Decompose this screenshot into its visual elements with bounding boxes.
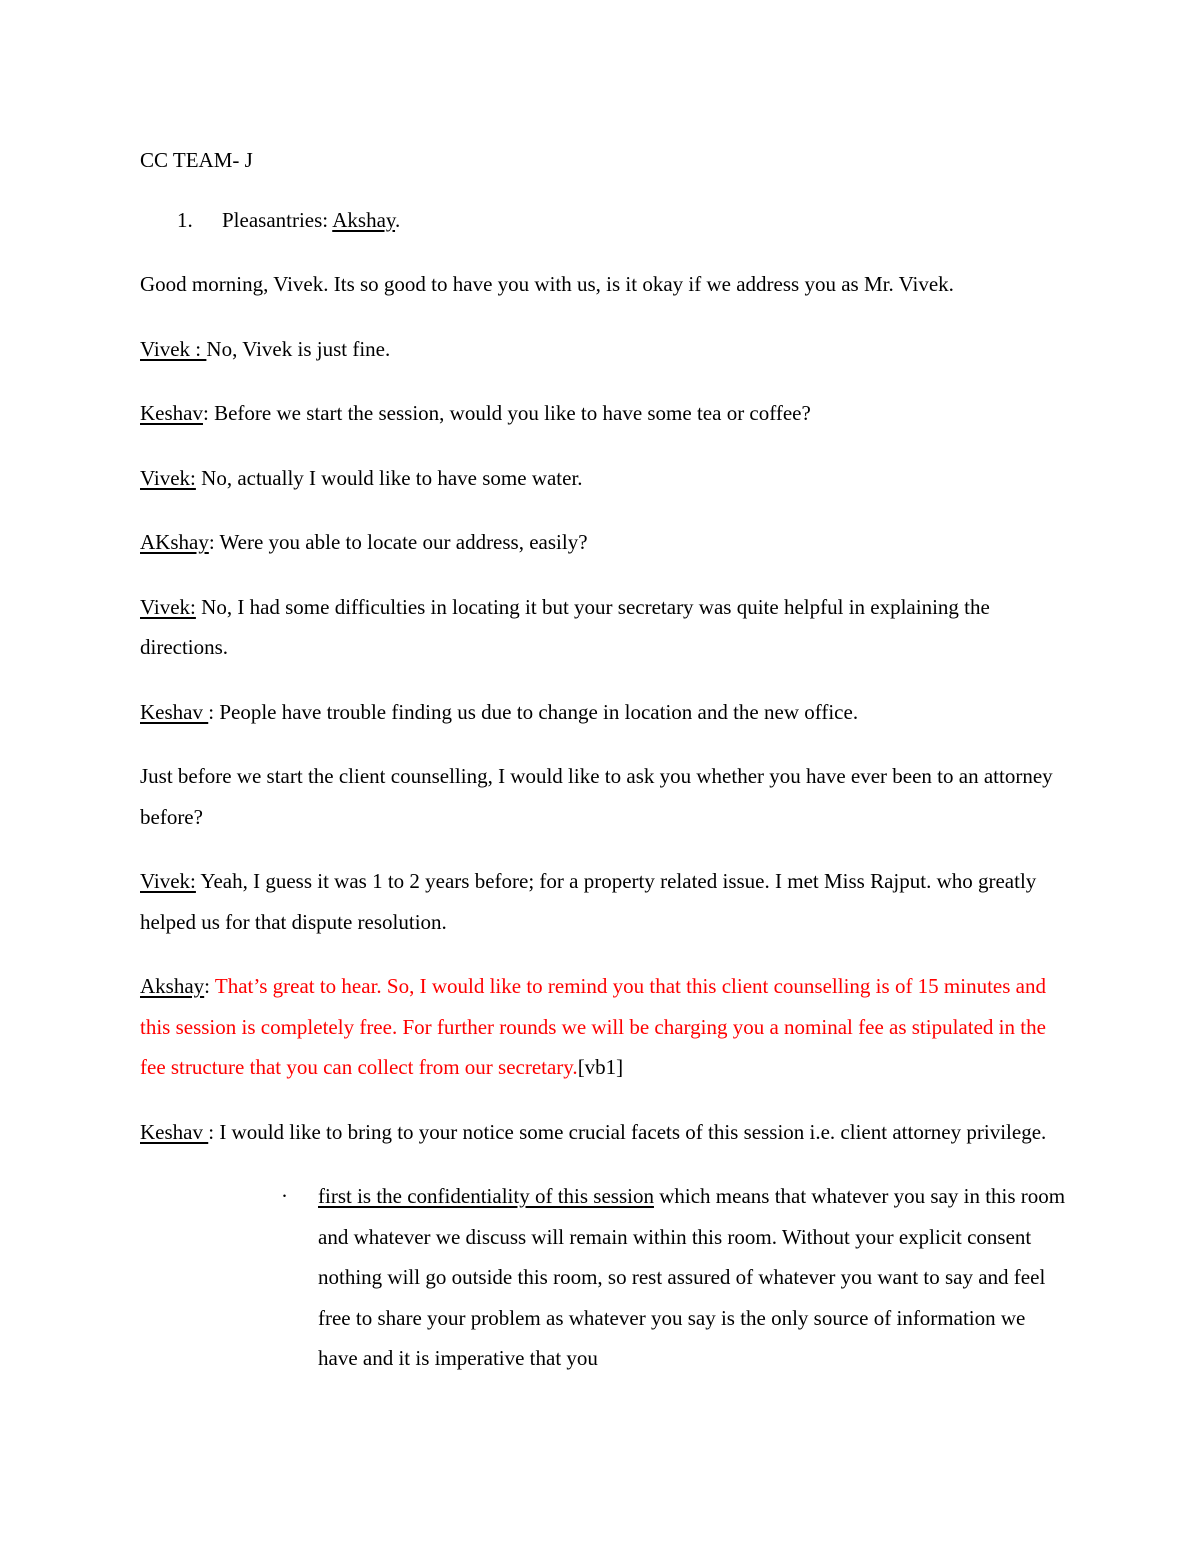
bullet-underlined-phrase: first is the confidentiality of this session bbox=[318, 1184, 654, 1208]
paragraph-vivek-water bbox=[140, 458, 1070, 499]
paragraph-text: : People have trouble finding us due to change in location and the new office. bbox=[208, 699, 859, 724]
paragraph-text: No, actually I would like to have some water. bbox=[195, 465, 583, 490]
paragraph-text: Just before we start the client counselling, I would like to ask you whether you have ever been to an attorney before? bbox=[140, 764, 1053, 829]
bullet-text: which means that whatever you say in this room and whatever we discuss will remain within this room. Without your explicit consent nothing will go outside this room, so rest assured of whatever you want to say and feel free to share your problem as whatever you say is the only source of information we have and it is imperative that you bbox=[318, 1184, 1066, 1370]
section-label: Pleasantries: bbox=[222, 207, 333, 232]
paragraph-vivek-reply bbox=[140, 329, 1070, 370]
speaker-name: Vivek: bbox=[140, 869, 196, 893]
speaker-name: AKshay bbox=[140, 530, 209, 554]
paragraph-text: : Were you able to locate our address, easily? bbox=[208, 530, 588, 554]
section-speaker: Akshay bbox=[332, 207, 396, 232]
section-number: 1. bbox=[177, 207, 193, 232]
paragraph-keshav-tea bbox=[140, 393, 1070, 434]
bullet-item-confidentiality bbox=[318, 1176, 1068, 1379]
speaker-colon: : bbox=[204, 974, 215, 998]
speaker-name: Akshay bbox=[140, 974, 205, 998]
section-end: . bbox=[395, 207, 401, 232]
bullet-list bbox=[281, 1176, 1070, 1379]
section-heading-text bbox=[222, 200, 400, 241]
paragraph-vivek-directions bbox=[140, 587, 1070, 668]
paragraph-text: : Before we start the session, would you like to have some tea or coffee? bbox=[202, 401, 811, 425]
comment-reference[interactable]: [vb1] bbox=[577, 1055, 624, 1079]
paragraph-vivek-property bbox=[140, 861, 1070, 942]
paragraph-keshav-location bbox=[140, 692, 1070, 733]
paragraph-akshay-fees bbox=[140, 966, 1070, 1088]
paragraph-attorney-question bbox=[140, 756, 1070, 837]
document-body bbox=[140, 140, 1070, 1379]
paragraph-text: No, I had some difficulties in locating it but your secretary was quite helpful in explaining the directions. bbox=[140, 594, 990, 659]
speaker-name: Vivek : bbox=[140, 336, 207, 361]
paragraph-text: No, Vivek is just fine. bbox=[206, 336, 391, 361]
paragraph-greeting bbox=[140, 264, 1070, 305]
paragraph-text: : I would like to bring to your notice some crucial facets of this session i.e. client attorney privilege. bbox=[208, 1119, 1047, 1144]
speaker-name: Keshav bbox=[140, 699, 209, 724]
speaker-name: Vivek: bbox=[140, 465, 196, 490]
paragraph-text: Yeah, I guess it was 1 to 2 years before; for a property related issue. I met Miss Rajput. who greatly helped us for that dispute resolution. bbox=[140, 869, 1037, 934]
document-title: CC TEAM- J bbox=[140, 148, 253, 172]
speaker-name: Keshav bbox=[140, 401, 203, 425]
speaker-name: Keshav bbox=[140, 1119, 209, 1144]
highlighted-text: That’s great to hear. So, I would like to remind you that this client counselling is of 15 minutes and this session is completely free. For further rounds we will be charging you a nominal fee as stipulated in the fee structure that you can collect from our secretary. bbox=[140, 974, 1047, 1079]
paragraph-text: Good morning, Vivek. Its so good to have you with us, is it okay if we address you as Mr. Vivek. bbox=[140, 272, 954, 296]
paragraph-akshay-address bbox=[140, 522, 1070, 563]
paragraph-keshav-privilege bbox=[140, 1112, 1070, 1153]
bullet-icon: · bbox=[281, 1184, 288, 1208]
section-heading bbox=[140, 200, 1070, 241]
speaker-name: Vivek: bbox=[140, 594, 196, 619]
